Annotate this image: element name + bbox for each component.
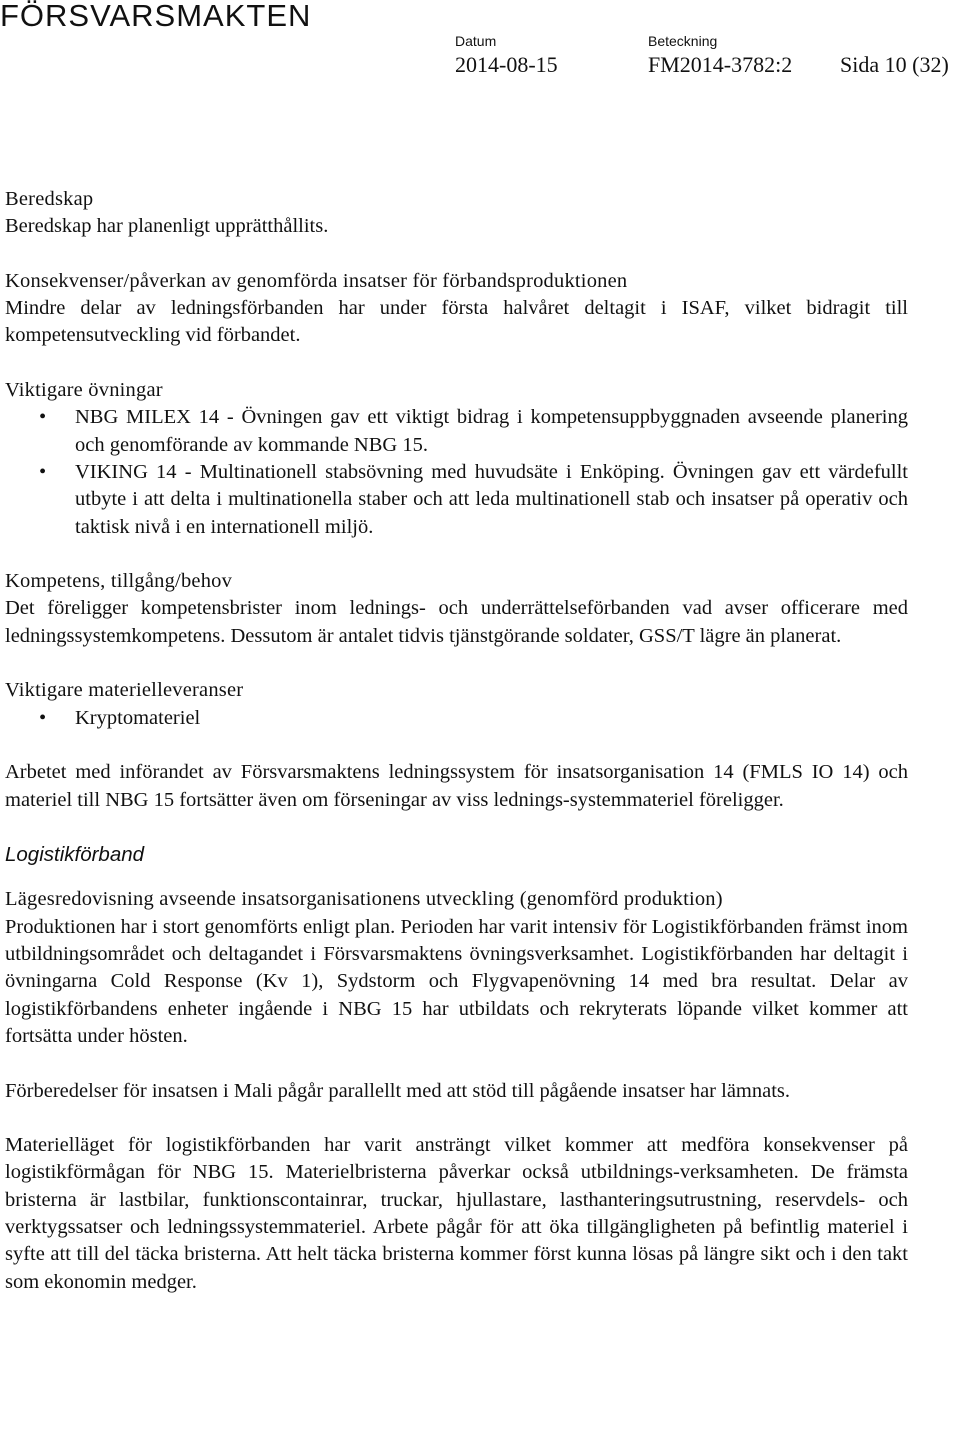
consequences-heading: Konsekvenser/påverkan av genomförda insatser för förbandsproduktionen (5, 269, 628, 292)
mali-text: Förberedelser för insatsen i Mali pågår parallellt med att stöd till pågående insatser har lämnats. (5, 1079, 791, 1102)
exercises-list (5, 404, 908, 540)
list-item (5, 705, 908, 732)
competence-text: Det föreligger kompetensbrister inom lednings- och underrättelseförbanden vad avser officerare med ledningssystemkompetens. Dessutom är antalet tidvis tjänstgörande soldater, GSS/T lägre än planerat. (5, 597, 908, 647)
list-item-text: NBG MILEX 14 - Övningen gav ett viktigt bidrag i kompetensuppbyggnaden avseende planering och genomförande av kommande NBG 15. (75, 406, 908, 456)
consequences-text: Mindre delar av ledningsförbanden har under första halvåret deltagit i ISAF, vilket bidragit till kompetensutveckling vid förbandet. (5, 297, 908, 347)
exercises-heading: Viktigare övningar (5, 379, 163, 402)
deliveries-heading: Viktigare materielleveranser (5, 679, 244, 702)
readiness-text: Beredskap har planenligt upprätthållits. (5, 215, 329, 238)
page-number: Sida 10 (32) (840, 52, 949, 77)
document-body (5, 186, 908, 1296)
status-report-heading: Lägesredovisning avseende insatsorganisationens utveckling (genomförd produktion) (5, 888, 723, 911)
date-value: 2014-08-15 (455, 52, 558, 77)
deliveries-list (5, 705, 908, 732)
page-header (0, 0, 960, 90)
readiness-heading: Beredskap (5, 188, 94, 210)
section-title: Logistikförband (5, 843, 145, 867)
list-item (5, 404, 908, 459)
bullet-icon: • (39, 460, 47, 483)
competence-heading: Kompetens, tillgång/behov (5, 570, 233, 593)
materiel-text: Materielläget för logistikförbanden har varit ansträngt vilket kommer att medföra konsekvenser på logistikförmågan för NBG 15. Materielbristerna påverkar också utbildnings-verksamheten. De främsta bristerna är lastbilar, funktionscontainrar, truckar, hjullastare, lasthanteringsutrustning, reservdels- och verktygssatser och ledningssystemmateriel. Arbete pågår för att öka tillgängligheten på befintlig materiel i syfte att till del täcka bristerna. Att helt täcka bristerna kommer först kunna lösas på längre sikt och i den takt som ekonomin medger. (5, 1134, 908, 1293)
bullet-icon: • (39, 406, 47, 429)
reference-label: Beteckning (648, 33, 718, 49)
bullet-icon: • (39, 706, 47, 729)
organization-logo: FÖRSVARSMAKTEN (0, 0, 312, 33)
reference-value: FM2014-3782:2 (648, 52, 793, 77)
fmls-text: Arbetet med införandet av Försvarsmaktens ledningssystem för insatsorganisation 14 (FMLS IO 14) och materiel till NBG 15 fortsätter även om förseningar av viss lednings-systemmateriel föreligger. (5, 761, 908, 811)
list-item (5, 459, 908, 541)
status-report-text: Produktionen har i stort genomförts enligt plan. Perioden har varit intensiv för Logistikförbanden främst inom utbildningsområdet och deltagandet i Försvarsmaktens övningsverksamhet. Logistikförbanden har deltagit i övningarna Cold Response (Kv 1), Sydstorm och Flygvapenövning 14 med bra resultat. Delar av logistikförbandens enheter ingående i NBG 15 har utbildats och rekryterats löpande vilket kommer att fortsätta under hösten. (5, 915, 908, 1047)
list-item-text: VIKING 14 - Multinationell stabsövning med huvudsäte i Enköping. Övningen gav ett värdefullt utbyte i att delta i multinationella staber och att leda multinationell stab och insatser på operativ och taktisk nivå i en internationell miljö. (75, 460, 908, 538)
list-item-text: Kryptomateriel (75, 706, 201, 729)
date-label: Datum (455, 33, 497, 49)
